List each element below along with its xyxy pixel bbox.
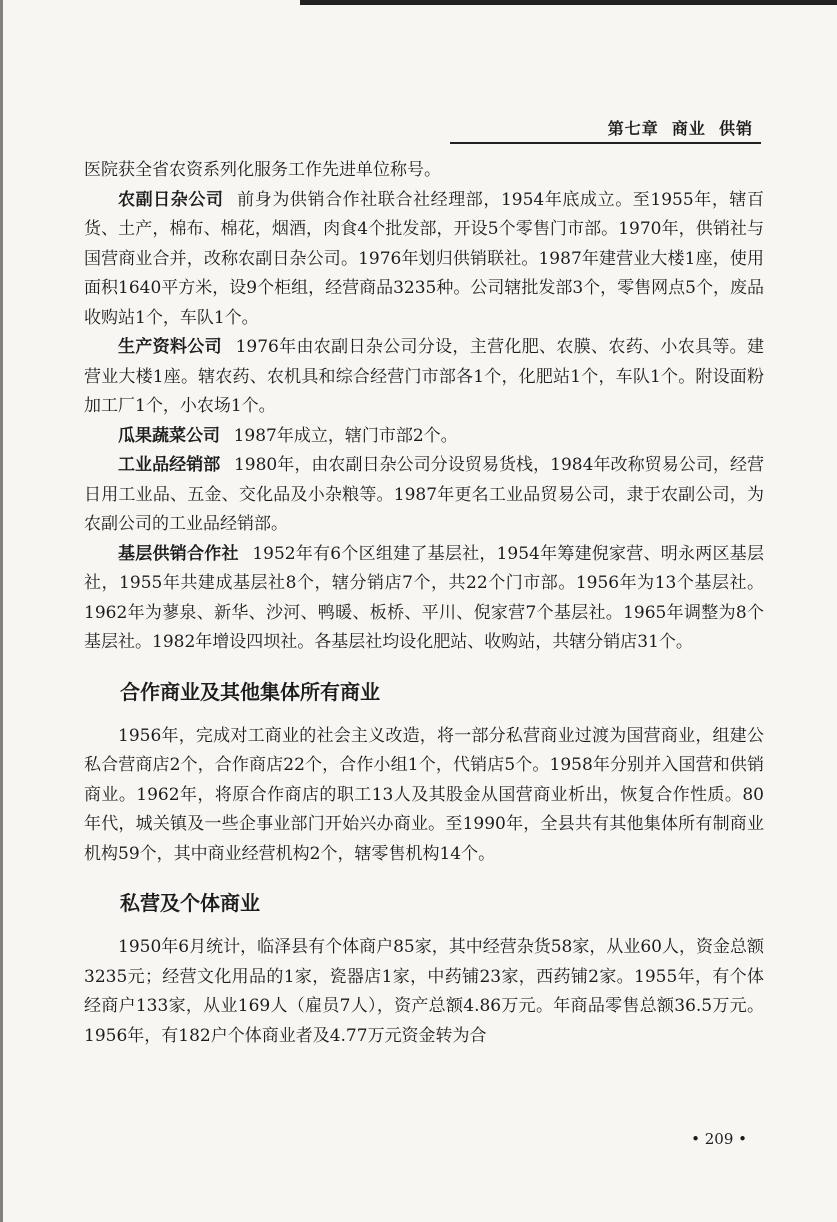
running-head: 第七章 商业 供销: [607, 119, 753, 138]
entry-term: 农副日杂公司: [118, 189, 224, 210]
entry-term: 工业品经销部: [118, 455, 221, 475]
section-heading-private: 私营及个体商业: [120, 891, 260, 915]
body-paragraph: 1956年，完成对工商业的社会主义改造，将一部分私营商业过渡为国营商业，组建公私合营商店2个，合作商店22个，合作小组1个，代销店5个。1958年分别并入国营和供销商业。1962年，将原合作商店的职工13人及其股金从国营商业析出，恢复合作性质。80年代，城关镇及一些企事业部门开始兴办商业。至1990年，全县共有其他集体所有制商业机构59个，其中商业经营机构2个，辖零售机构14个。: [84, 725, 764, 864]
entry-text: 1980年，由农副日杂公司分设贸易货栈，1984年改称贸易公司，经营日用工业品、五金、交化品及小杂粮等。1987年更名工业品贸易公司，隶于农副公司，为农副公司的工业品经销部。: [84, 455, 764, 534]
entry-term: 基层供销合作社: [118, 543, 239, 564]
running-head-rule: [450, 142, 761, 144]
entry-text: 前身为供销合作社联合社经理部，1954年底成立。至1955年，辖百货、土产，棉布、棉花，烟酒，肉食4个批发部，开设5个零售门市部。1970年，供销社与国营商业合并，改称农副日杂公司。1976年划归供销联社。1987年建营业大楼1座，使用面积1640平方米，设9个柜组，经营商品3235种。公司辖批发部3个，零售网点5个，废品收购站1个，车队1个。: [84, 189, 765, 328]
body-paragraph: 1950年6月统计，临泽县有个体商户85家，其中经营杂货58家，从业60人，资金总额3235元；经营文化用品的1家，瓷器店1家，中药铺23家，西药铺2家。1955年，有个体经商户133家，从业169人（雇员7人），资产总额4.86万元。年商品零售总额36.5万元。1956年，有182户个体商业者及4.77万元资金转为合: [84, 937, 764, 1046]
entry-term: 瓜果蔬菜公司: [118, 425, 220, 446]
page-binding-edge: [0, 0, 3, 1222]
entry-text: 1987年成立，辖门市部2个。: [233, 425, 458, 446]
page-body: [84, 156, 764, 1051]
entry-text: 1976年由农副日杂公司分设，主营化肥、农膜、农药、小农具等。建营业大楼1座。辖农药、农机具和综合经营门市部各1个，化肥站1个，车队1个。附设面粉加工厂1个，小农场1个。: [84, 337, 764, 416]
entry-paragraph: [84, 540, 764, 658]
section-heading-cooperative: 合作商业及其他集体所有商业: [120, 679, 380, 704]
entry-paragraph: [84, 333, 764, 422]
top-edge-rule: [300, 0, 837, 5]
entry-paragraph: [84, 451, 764, 540]
entry-paragraph: [84, 422, 764, 452]
entry-text: 1952年有6个区组建了基层社，1954年筹建倪家营、明永两区基层社，1955年共建成基层社8个，辖分销店7个，共22个门市部。1956年为13个基层社。1962年为蓼泉、新华、沙河、鸭暖、板桥、平川、倪家营7个基层社。1965年调整为8个基层社。1982年增设四坝社。各基层社均设化肥站、收购站，共辖分销店31个。: [84, 543, 765, 652]
entry-term: 生产资料公司: [118, 337, 222, 357]
continuation-paragraph: 医院获全省农资系列化服务工作先进单位称号。: [84, 160, 441, 180]
page-number: • 209 •: [691, 1130, 747, 1148]
entry-paragraph: [84, 186, 764, 334]
